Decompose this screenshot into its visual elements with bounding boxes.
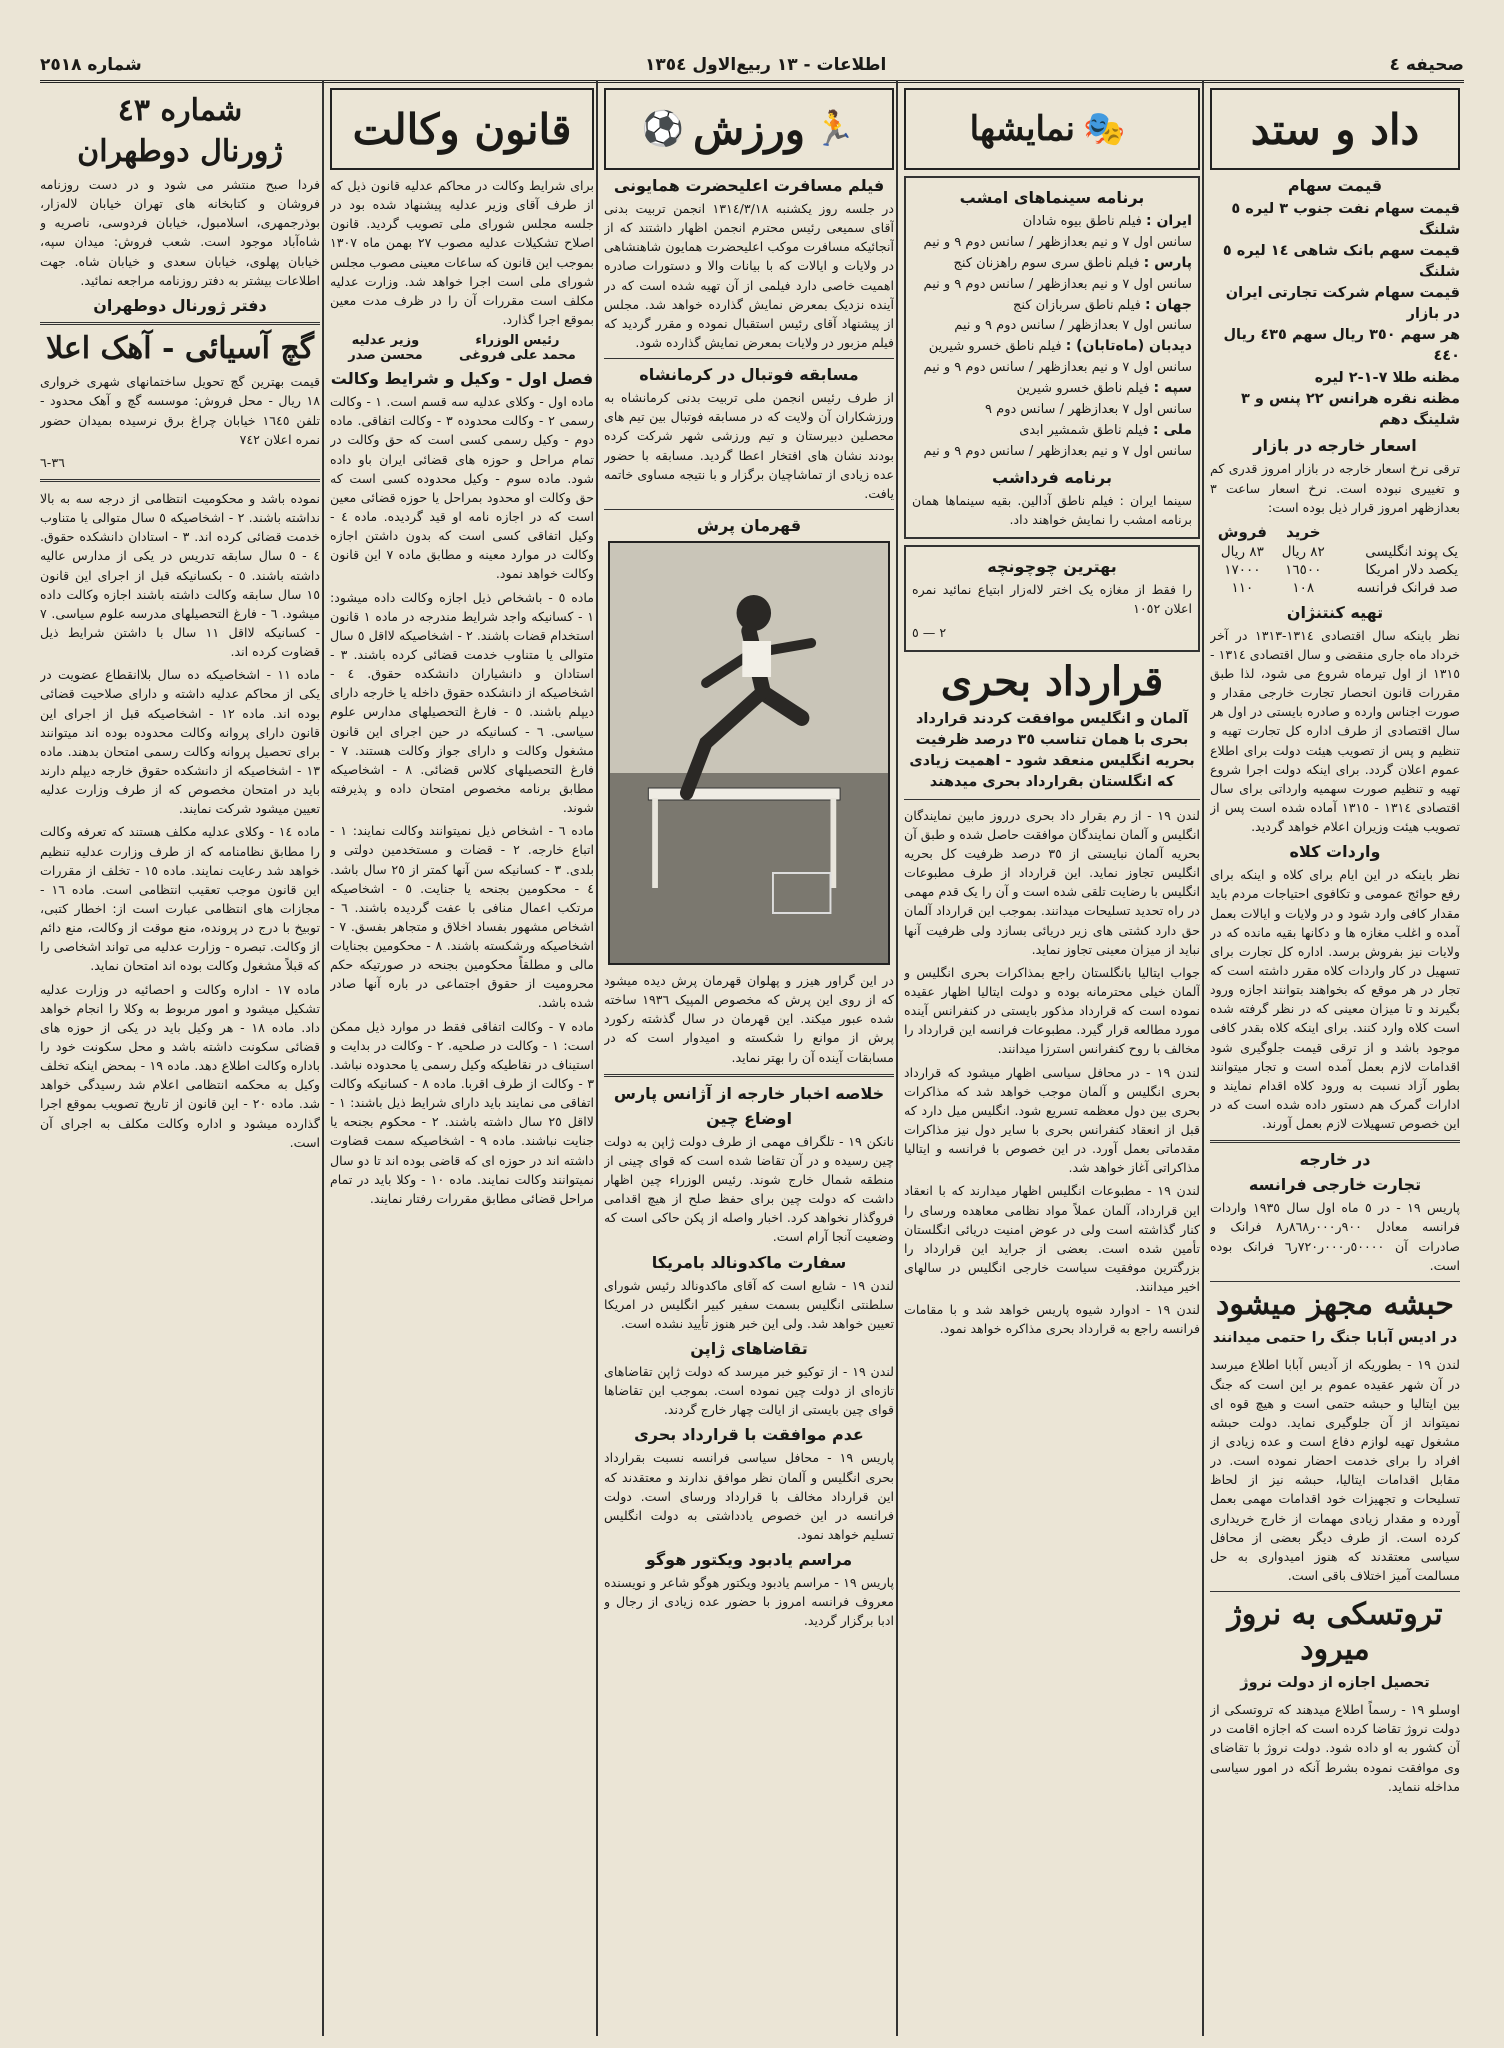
signature-title: رئیس الوزراء: [475, 333, 560, 349]
foreign-news-heading: خلاصه اخبار خارجه از آژانس پارس: [613, 1083, 885, 1103]
stock-line: قیمت سهام شرکت تجارتی ایران در بازار: [1225, 285, 1460, 322]
fx-sell-header: فروش: [1217, 522, 1267, 541]
hurdle-caption: در این گراور هیزر و پهلوان قهرمان پرش دیده میشود که از روی این پرش که مخصوص المپیک ١٩٣٦ ساخته شده عبور میکند. این قهرمان در سال گذشته رکورد پرش از موانع را شکسته و امیدوار است که در مسابقات آینده آن را بهتر نماید.: [604, 972, 894, 1065]
divider: [604, 1074, 894, 1077]
china-heading: اوضاع چین: [706, 1108, 792, 1128]
cinema-session: سانس اول ٧ و نیم بعدازظهر: [1037, 443, 1192, 459]
column-shows: [904, 88, 1200, 2034]
naval-text: لندن ١٩ - از رم بقرار داد بحری درروز مابین نمایندگان انگلیس و آلمان نمایندگان موافقت حاصل شده و طبق آن بحریه آلمان نبایستی از ٣٥ درصد ظرفیت کل بحریه انگلیس تجاوز نماید. این قرارداد از طرف مطبوعات انگلیس با رضایت تلقی شده است و آن را یک قدم مهمی در راه تحدید تسلیحات میدانند. بموجب این قرارداد آلمان حق دارد کشتی های زیر دریائی بسازد ولی ظرفیت آنها نباید از میزان معینی تجاوز نماید.: [904, 807, 1200, 957]
silver-price: مظنه نقره هرانس ٢٢ پنس و ٣ شلینگ دهم: [1241, 391, 1460, 428]
issue-number: شماره ٢٥١٨: [40, 55, 142, 75]
cinema-film: فیلم ناطق بیوه شادان: [1022, 214, 1142, 229]
shows-masthead: [904, 88, 1200, 170]
column-trade: [1210, 88, 1460, 2034]
law-continued-text: ماده ١٤ - وکلای عدلیه مکلف هستند که تعرفه وکالت را مطابق نظامنامه که از طرف وزارت عدلیه تنظیم خواهد شد رعایت نمایند. ماده ١٥ - تخلف از مقررات این قانون موجب تعقیب انتظامی است. ماده ١٦ - مجازات های انتظامی عبارت است از: اخطار کتبی، توبیخ با درج در پرونده، منع موقت از وکالت، منع دائم از وکالت. تبصره - وزارت عدلیه می تواند اشخاصی را که قبلاً مشغول وکالت بوده اند امتحان نماید.: [40, 824, 320, 974]
cinema-name: دیدبان (ماه‌تابان) :: [1065, 338, 1192, 355]
column-divider: [1202, 80, 1204, 2036]
abyssinia-headline: حبشه مجهز میشود: [1216, 1286, 1454, 1322]
column-divider: [322, 80, 324, 2036]
law-signatures: [330, 333, 594, 363]
film-text: در جلسه روز یکشنبه ١٣١٤/٣/١٨ انجمن تربیت بدنی آقای سمیعی رئیس محترم انجمن اظهار داشتند که از آنجائیکه مسافرت موکب اعلیحضرت همایون شاهنشاهی در ولایات و ایالات که با بیانات والا و دستورات صادره اهمیت خاصی دارد فیلمی از آن تهیه شده است که در آینده نزدیک بمعرض نمایش گذارده خواهد شد. مجلس از پیشنهاد آقای رئیس استقبال نموده و مقرر گردید که فیلم مزبور در ولایات بمعرض نمایش گذارده شود.: [604, 201, 894, 350]
law-masthead: قانون وکالت: [330, 88, 594, 170]
fx-row: [1210, 543, 1460, 561]
hugo-heading: مراسم یادبود ویکتور هوگو: [645, 1550, 853, 1570]
abroad-heading: در خارجه: [1299, 1150, 1371, 1170]
divider: [1210, 1591, 1460, 1592]
cinema-name: ایران :: [1146, 213, 1192, 229]
divider: [1210, 1281, 1460, 1282]
journal-text: فردا صبح منتشر می شود و در دست روزنامه فروشان و کتابخانه های تهران خیابان لاله‌زار، بوذرجمهری، اسلامبول، خیابان فردوسی، ناصریه و شاه‌آباد موجود است. شعب فروش: میدان سپه، خیابان پهلوی، خیابان سعدی و خیابان شاه. جهت اطلاعات بیشتر به دفتر روزنامه مراجعه نمائید.: [40, 177, 320, 288]
law-text: ماده ٧ - وکالت اتفاقی فقط در موارد ذیل ممکن است: ١ - وکالت در صلحیه. ٢ - وکالت در بدایت و استیناف در نقاطیکه وکیل رسمی یا محدوده نباشد. ٣ - وکالت از طرف اقربا. ماده ٨ - کسانیکه وکالت اتفاقی می نمایند باید دارای شرایط ذیل باشند: ١ - لااقل ٢٥ سال داشته باشند. ٢ - محکوم بجنحه یا جنایت نباشند. ماده ٩ - اشخاصیکه سمت قضاوت داشته اند در حوزه ای که قاضی بوده اند تا دو سال نمیتوانند وکالت نمایند. ماده ١٠ - وکلا باید در تمام مراحل قضائی مطابق مقررات رفتار نمایند.: [330, 1018, 594, 1206]
cinema-entry: سپه : فیلم ناطق خسرو شیرین سانس اول ٧ بعدازظهر / سانس دوم ٩: [985, 380, 1192, 417]
fx-row: [1210, 561, 1460, 579]
ad-box: [904, 545, 1200, 651]
cinema-entry: ملی : فیلم ناطق شمشیر ابدی سانس اول ٧ و نیم بعدازظهر / سانس دوم ٩ و نیم: [923, 422, 1192, 459]
sport-title: ورزش: [692, 104, 806, 154]
naval-text: لندن ١٩ - در محافل سیاسی اظهار میشود که قرارداد بحری انگلیس و آلمان موجب خواهد شد که مذاکرات بحری بین دول معظمه تسریع شود. انگلیس میل دارد که قبل از انعقاد کنفرانس بحری با سایر دول نیز مذاکرات مقدماتی بعمل آورد. در این خصوص با فرانسه و ایتالیا مذاکراتی آغاز خواهد شد.: [904, 1064, 1200, 1176]
gypsum-ad-heading: گچ آسیائی - آهک اعلا: [45, 330, 315, 366]
column-sport: [604, 88, 894, 2034]
naval-text: لندن ١٩ - ادوارد شیوه پاریس خواهد شد و با مقامات فرانسه راجع به قرارداد بحری مذاکره خواهد نمود.: [904, 1302, 1200, 1337]
fx-buy: ١٠٨: [1292, 579, 1315, 596]
stock-line: قیمت سهم بانک شاهی ١٤ لیره ٥ شلنگ: [1222, 243, 1460, 280]
cinema-session: سانس دوم ٩ و نیم: [923, 234, 1025, 250]
stock-line: هر سهم ٣٥٠ ریال سهم ٤٣٥ ریال ٤٤٠: [1223, 327, 1460, 365]
accord-text: پاریس ١٩ - محافل سیاسی فرانسه نسبت بقرارداد بحری انگلیس و آلمان نظر موافق ندارند و معتقدند که این قرارداد مخالف با قرارداد ورسای است. دولت فرانسه در این خصوص یادداشتی به دولت انگلیس تسلیم خواهد نمود.: [604, 1450, 894, 1542]
signature-name: محسن صدر: [348, 348, 423, 364]
football-icon: ⚽: [641, 109, 685, 149]
abyssinia-text: لندن ١٩ - بطوریکه از آدیس آبابا اطلاع میرسد در آن شهر عقیده عموم بر این است که جنگ بین ایتالیا و حبشه حتمی است و هیچ قوه ای نمیتواند از آن جلوگیری نماید. دولت حبشه مشغول تهیه لوازم دفاع است و عده زیادی از افراد را برای خدمت احضار نموده است. در مقابل اقدامات ایتالیا، حبشه نیز از لحاظ تسلیحات و تجهیزات خود اقدامات مهمی بعمل آورده و مقدار زیادی مهمات از خارج خریداری کرده است. از طرف دیگر بعضی از محافل سیاسی معتقدند که هنوز امیدواری به حل مسالمت آمیز اختلاف باقی است.: [1210, 1357, 1460, 1583]
fx-buy-header: خرید: [1286, 522, 1321, 541]
naval-text: لندن ١٩ - مطبوعات انگلیس اظهار میدارند که با انعقاد این قرارداد، آلمان عملاً مواد نظامی معاهده ورسای را کنار گذاشته است ولی در عوض امنیت دریائی انگلستان تأمین شده است. بعضی از جراید این قرارداد را بزرگترین موفقیت سیاست خارجی انگلیس در سالهای اخیر میدانند.: [904, 1183, 1200, 1295]
ad-code: ٢ — ٥: [912, 624, 947, 640]
cinema-entry: دیدبان (ماه‌تابان) : فیلم ناطق خسرو شیرین سانس اول ٧ و نیم بعدازظهر / سانس دوم ٩ و نیم: [923, 338, 1192, 376]
journal-signature: دفتر ژورنال دوطهران: [93, 295, 267, 315]
macdonald-text: لندن ١٩ - شایع است که آقای ماکدونالد رئیس شورای سلطنتی انگلیس بسمت سفیر کبیر انگلیس در امریکا تعیین خواهد شد. ولی این خبر هنوز تأیید نشده است.: [604, 1277, 894, 1331]
hugo-text: پاریس ١٩ - مراسم یادبود ویکتور هوگو شاعر و نویسنده معروف فرانسه امروز با حضور عده زیادی از رجال و ادبا برگزار گردید.: [604, 1575, 894, 1629]
fx-table: [1210, 521, 1460, 597]
hurdler-illustration: [610, 543, 888, 963]
law-continued-text: نموده باشد و محکومیت انتظامی از درجه سه به بالا نداشته باشند. ٢ - اشخاصیکه ٥ سال متوالی یا متناوب خدمت قضائی کرده اند. ٣ - استادان دانشکده حقوق. ٤ - ٥ سال سابقه تدریس در یکی از مدارس عالیه داشته باشند. ٥ - بکسانیکه قبل از اجرای این قانون ١٥ سال سابقه وکالت داشته باشند اجازه وکالت داده میشود. ٦ - فارغ التحصیلهای مدرسه علوم سیاسی. ٧ - کسانیکه لااقل ١١ سال با داشتن شرایط ذیل قضاوت کرده اند.: [40, 491, 320, 660]
runner-icon: 🏃: [813, 109, 857, 149]
fx-currency: صد فرانک فرانسه: [1356, 579, 1458, 596]
cinema-session: سانس دوم ٩ و نیم: [923, 276, 1025, 292]
cinema-program-box: [904, 176, 1200, 539]
divider: [40, 479, 320, 482]
law-continued-text: ماده ١١ - اشخاصیکه ده سال بلاانقطاع عضویت در یکی از محاکم عدلیه داشته و دارای صلاحیت قضائی بوده اند. ماده ١٢ - اشخاصیکه قبل از اجرای این قانون دارای پروانه وکالت محدوده بوده اند میتوانند برای تحصیل پروانه وکالت رسمی امتحان بدهند. ماده ١٣ - اشخاصیکه از دانشکده حقوق خارجه دیپلم دارند باید در امتحان مخصوص که از طرف وزارت عدلیه تعیین میشود شرکت نمایند.: [40, 667, 320, 817]
cinema-program-heading: برنامه سینماهای امشب: [959, 188, 1145, 207]
hurdler-photo: [608, 541, 890, 965]
naval-subhead: آلمان و انگلیس موافقت کردند قرارداد بحری با همان تناسب ٣٥ درصد ظرفیت بحریه انگلیس منعقد شود - اهمیت زیادی که انگلستان بقرارداد بحری میدهند: [909, 710, 1195, 790]
cinema-session: سانس اول ٧ و نیم بعدازظهر: [1037, 360, 1192, 376]
france-text: پاریس ١٩ - در ٥ ماه اول سال ١٩٣٥ واردات فرانسه معادل ٩٠٠ر٠٠٠ر٨٦٨ر٨ فرانک و صادرات آن ٥٠٠٠٠ر٠٠٠ر٧٢٠ر٦ فرانک بوده است.: [1210, 1200, 1460, 1273]
cinema-entry: ایران : فیلم ناطق بیوه شادان سانس اول ٧ و نیم بعدازظهر / سانس دوم ٩ و نیم: [923, 213, 1192, 250]
contingent-heading: تهیه کنتنژان: [1286, 602, 1384, 622]
divider: [604, 509, 894, 510]
hats-text: نظر باینکه در این ایام برای کلاه و اینکه برای رفع حوائج عمومی و تکافوی احتیاجات مردم باید مقدار کافی وارد شود و در ولایات و ایالات بعمل آمده و اغلب مغازه ها و دکانها بقیه مانده که در ولایات نیز بفروش برسد. اداره کل تجارت برای تسهیل در کار واردات کلاه مقرر داشته است که تجار در هر موقع که بخواهند بتوانند اجازه ورود بگیرند و تا میزان معینی که در نظر گرفته شده است کلاه وارد کنند. برای اینکه کلاه بقدر کافی موجود باشد و از ترقی قیمت جلوگیری شود اقدامات لازم بعمل آمده است و تجار میتوانند بطور آزاد نسبت به ورود کلاه اقدام نمایند و ادارات گمرک هم دستور داده شده است که در این خصوص تسهیلات لازم بعمل آورند.: [1210, 867, 1460, 1132]
column-divider: [896, 80, 898, 2036]
france-heading: تجارت خارجی فرانسه: [1248, 1175, 1422, 1195]
ad-text: را فقط از مغازه یک اختر لاله‌زار ابتیاع نمائید نمره اعلان ١٠٥٢: [912, 582, 1192, 617]
cinema-session: سانس دوم ٩ و نیم: [923, 443, 1025, 459]
cinema-name: سپه :: [1153, 380, 1192, 397]
football-text: از طرف رئیس انجمن ملی تربیت بدنی کرمانشاه به ورزشکاران آن ولایت که در مسابقه فوتبال بین تیم های محصلین دبیرستان و تیم ورزشی شهر شرکت کرده بودند نشان های افتخار اعطا گردید. مسابقه با حضور عده زیادی از تماشاچیان برگزار و با نتیجه مساوی خاتمه یافت.: [604, 390, 894, 501]
fx-currency: یکصد دلار امریکا: [1365, 561, 1458, 578]
ad-heading: بهترین چوچونچه: [987, 557, 1117, 577]
china-text: نانکن ١٩ - تلگراف مهمی از طرف دولت ژاپن به دولت چین رسیده و در آن تقاضا شده است که قوای چینی از منطقه شمال خارج شوند. رئیس الوزراء چین اظهار داشت که دولت چین برای حفظ صلح از هیچ اقدامی فروگذار نخواهد کرد. اخبار واصله از پکن حاکی است که وضعیت آنجا آرام است.: [604, 1133, 894, 1245]
theatre-mask-icon: 🎭: [1082, 109, 1127, 149]
naval-headline: قرارداد بحری: [940, 657, 1164, 705]
gold-price: مظنه طلا ٧-١-٢ لیره: [1314, 369, 1460, 386]
law-text: ماده ٥ - باشخاص ذیل اجازه وکالت داده میشود: ١ - کسانیکه واجد شرایط مندرجه در ماده ١ قانون استخدام قضات باشند. ٢ - اشخاصیکه لااقل ٥ سال متوالی یا متناوب خدمت قضائی کرده باشند. ٣ - استادان و دانشیاران دانشکده حقوق. ٤ - اشخاصیکه از دانشکده حقوق داخله یا خارجه دارای دیپلم باشند. ٥ - فارغ التحصیلهای مدارس علوم سیاسی. ٦ - کسانیکه در حین اجرای این قانون مشغول وکالت و دارای جواز وکالت هستند. ٧ - فارغ التحصیلهای کلاس قضائی. ٨ - اشخاصیکه مطابق برنامه مخصوص امتحان داده و پذیرفته شوند.: [330, 589, 594, 816]
trotsky-subhead: تحصیل اجازه از دولت نروژ: [1240, 1675, 1430, 1692]
gypsum-ad-text: قیمت بهترین گچ تحویل ساختمانهای شهری خرواری ١٨ ریال - محل فروش: موسسه گچ و آهک محدود - تلفن ١٦٤٥ خیابان چراغ برق نرسیده بمیدان حضور نمره اعلان ٧٤٢: [40, 374, 320, 447]
naval-text: جواب ایتالیا بانگلستان راجع بمذاکرات بحری انگلیس و آلمان خیلی محترمانه بوده و دولت ایتالیا اظهار عقیده نموده است که قرارداد مذکور بایستی در کنفرانس آینده مورد مطالعه قرار گیرد. مطبوعات فرانسه این قرارداد را مخالف با روح کنفرانس استرزا میدانند.: [904, 964, 1200, 1057]
sport-masthead: [604, 88, 894, 170]
law-chapter-heading: فصل اول - وکیل و شرایط وکالت: [330, 369, 594, 389]
cinema-film: فیلم ناطق سری سوم راهزنان کنج: [953, 255, 1140, 271]
fx-buy: ١٦٥٠٠: [1285, 561, 1322, 578]
trotsky-headline: تروتسکی به نروژ میرود: [1227, 1597, 1443, 1667]
film-heading: فیلم مسافرت اعلیحضرت همایونی: [613, 176, 885, 195]
law-intro: برای شرایط وکالت در محاکم عدلیه قانون ذیل که از طرف آقای وزیر عدلیه پیشنهاد شده بود در جلسه مجلس شورای ملی تصویب گردید. قانون اصلاح تشکیلات عدلیه مصوب ٢٧ بهمن ماه ١٣٠٧ بموجب این قانون که ساعات معینی مصوب مجلس شورای ملی است اجرا خواهد شد. وزارت عدلیه مکلف است مقررات آن را در ظرف مدت معین بموقع اجرا گذارد.: [330, 178, 594, 327]
cinema-name: ملی :: [1152, 422, 1192, 439]
gypsum-ad-code: ٣٦-٦: [40, 454, 65, 470]
paper-date: اطلاعات - ١٣ ربیع‌الاول ١٣٥٤: [644, 55, 887, 75]
column-journal: [40, 88, 320, 2034]
fx-sell: ١١٠: [1231, 579, 1254, 596]
fx-sell: ٨٣ ریال: [1220, 543, 1264, 560]
signature-name: محمد علی فروغی: [459, 348, 576, 364]
page-number: صحیفه ٤: [1389, 55, 1464, 75]
japan-text: لندن ١٩ - از توکیو خبر میرسد که دولت ژاپن تقاضاهای تازه‌ای از دولت چین نموده است. بموجب این تقاضاها قوای چین بایستی از ایالت چهار خارج گردند.: [604, 1363, 894, 1418]
shows-title: نمایشها: [969, 109, 1075, 149]
hurdle-heading: قهرمان پرش: [696, 515, 802, 535]
hats-heading: واردات کلاه: [1289, 842, 1381, 862]
page-header-strip: [40, 50, 1464, 83]
cinema-session: سانس اول ٧ و نیم بعدازظهر: [1037, 234, 1192, 250]
law-continued-text: ماده ١٧ - اداره وکالت و احصائیه در وزارت عدلیه تشکیل میشود و امور مربوط به وکلا را انجام خواهد داد. ماده ١٨ - هر وکیل باید در یکی از حوزه های قضائی سکونت داشته باشد و محل سکونت خود را باداره وکالت اطلاع دهد. ماده ١٩ - بمحض اینکه تخلف وکیل به محکمه انتظامی اعلام شد رسیدگی خواهد شد. ماده ٢٠ - این قانون از تاریخ تصویب بموقع اجرا گذارده میشود و اداره وکالت مکلف به اجرای آن است.: [40, 981, 320, 1150]
cinema-session: سانس اول ٧ بعدازظهر: [1068, 318, 1192, 334]
abyssinia-subhead: در ادیس آبابا جنگ را حتمی میدانند: [1212, 1330, 1458, 1347]
fx-intro: ترقی نرخ اسعار خارجه در بازار امروز قدری کم و تغییری نبوده است. نرخ اسعار ساعت ٣ بعدازظهر امروز قرار ذیل بوده است:: [1210, 461, 1460, 515]
cinema-name: جهان :: [1144, 296, 1192, 313]
divider: [40, 322, 320, 325]
law-text: ماده اول - وکلای عدلیه سه قسم است. ١ - وکالت رسمی ٢ - وکالت محدوده ٣ - وکالت اتفاقی. ماده دوم - وکیل رسمی کسی است که حق وکالت در تمام مراحل و حوزه های قضائی ایران باو داده شود. ماده سوم - وکیل محدوده کسی است که حق وکالت او محدود بمراحل یا حوزه قضائی معین است که در اجازه نامه او قید گردیده. ماده ٤ - وکیل اتفاقی کسی است که بدون داشتن اجازه وکالت در موارد معینه و مطابق ماده ٧ این قانون وکالت خواهد نمود.: [330, 394, 594, 582]
japan-heading: تقاضاهای ژاپن: [690, 1338, 808, 1358]
fx-heading: اسعار خارجه در بازار: [1253, 436, 1417, 456]
tomorrow-heading: برنامه فرداشب: [992, 467, 1112, 487]
tomorrow-text: سینما ایران : فیلم ناطق آدالین. بقیه سینماها همان برنامه امشب را نمایش خواهند داد.: [912, 492, 1192, 528]
signature-block: [348, 333, 422, 363]
contingent-text: نظر باینکه سال اقتصادی ١٣١٤-١٣١٣ در آخر خرداد ماه جاری منقضی و سال اقتصادی ١٣١٤ - ١٣١٥ از اول تیرماه شروع می شود، لذا طبق مقررات قانون انحصار تجارت خارجی مقدار و صورت اجناس وارده و صادره بایستی در اول هر سال اقتصادی از طرف اداره کل تجارت تهیه و تنظیم و پس از تصویب هیئت دولت برای اطلاع عموم اعلان گردد. برای اینکه دولت اجرا شروع تهیه و تنظیم صورت سهمیه وارداتی برای سال اقتصادی ١٣١٤ - ١٣١٥ آماده شده است پس از تصویب هیئت وزیران اعلام خواهد گردید.: [1210, 627, 1460, 835]
signature-title: وزیر عدلیه: [351, 333, 420, 349]
cinema-entry: جهان : فیلم ناطق سربازان کنج سانس اول ٧ بعدازظهر / سانس دوم ٩ و نیم: [954, 296, 1192, 334]
trade-masthead: داد و ستد: [1210, 88, 1460, 170]
stocks-heading: قیمت سهام: [1287, 176, 1383, 195]
cinema-session: سانس دوم ٩ و نیم: [923, 360, 1025, 376]
column-divider: [596, 80, 598, 2036]
fx-sell: ١٧٠٠٠: [1224, 561, 1261, 578]
cinema-entry: پارس : فیلم ناطق سری سوم راهزنان کنج سانس اول ٧ و نیم بعدازظهر / سانس دوم ٩ و نیم: [923, 254, 1192, 292]
trotsky-text: اوسلو ١٩ - رسماً اطلاع میدهند که تروتسکی از دولت نروژ تقاضا کرده است که اجازه اقامت در آن کشور به او داده شود. دولت نروژ با تقاضای وی موافقت نموده بشرط آنکه در امور سیاسی مداخله ننماید.: [1210, 1702, 1460, 1794]
cinema-film: فیلم ناطق خسرو شیرین: [1016, 381, 1150, 397]
cinema-session: سانس دوم ٩ و نیم: [954, 318, 1056, 334]
column-law: [330, 88, 594, 2034]
law-text: ماده ٦ - اشخاص ذیل نمیتوانند وکالت نمایند: ١ - اتباع خارجه. ٢ - قضات و مستخدمین دولتی و بلدی. ٣ - کسانیکه سن آنها کمتر از ٢٥ سال باشد. ٤ - محکومین بجنحه یا جنایت. ٥ - اشخاصیکه مرتکب اعمال منافی با عفت گردیده باشند. ٦ - اشخاص مشهور بفساد اخلاق و متجاهر بفسق. ٧ - اشخاصیکه ورشکسته باشند. ٨ - محکومین بجنایات مالی و مطلقاً محکومین بجنحه در صورتیکه حکم محرومیت از حقوق اجتماعی در باره آنها صادر شده باشد.: [330, 823, 594, 1011]
fx-row: [1210, 579, 1460, 597]
football-heading: مسابقه فوتبال در کرمانشاه: [639, 365, 859, 385]
journal-issue-title: شماره ٤٣: [117, 93, 243, 128]
cinema-session: سانس اول ٧ بعدازظهر: [1068, 402, 1192, 417]
signature-block: [459, 333, 576, 363]
divider: [604, 358, 894, 359]
cinema-film: فیلم ناطق سربازان کنج: [1013, 297, 1141, 313]
fx-currency: یک پوند انگلیسی: [1365, 543, 1458, 560]
macdonald-heading: سفارت ماکدونالد بامریکا: [651, 1252, 847, 1272]
stock-line: قیمت سهام نفت جنوب ٣ لیره ٥ شلنگ: [1231, 201, 1460, 238]
cinema-name: پارس :: [1143, 254, 1192, 271]
cinema-session: سانس اول ٧ و نیم بعدازظهر: [1037, 276, 1192, 292]
cinema-film: فیلم ناطق خسرو شیرین: [928, 339, 1062, 355]
accord-heading: عدم موافقت با قرارداد بحری: [634, 1425, 864, 1445]
divider: [904, 799, 1200, 800]
cinema-film: فیلم ناطق شمشیر ابدی: [1019, 423, 1149, 439]
journal-name-heading: ژورنال دوطهران: [77, 133, 283, 169]
cinema-session: سانس دوم ٩: [985, 402, 1056, 417]
fx-buy: ٨٢ ریال: [1281, 543, 1325, 560]
divider: [1210, 1140, 1460, 1143]
